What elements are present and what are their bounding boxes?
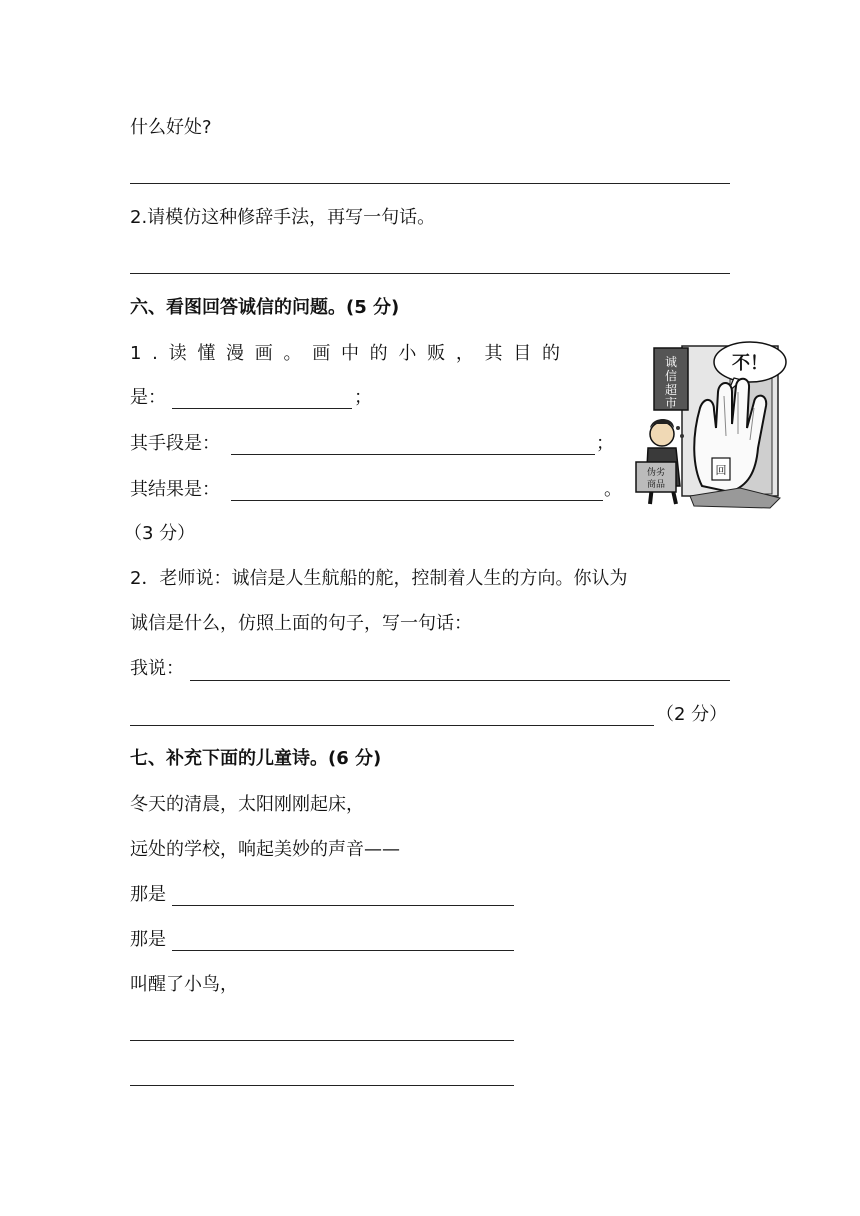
svg-text:伪劣: 伪劣 — [646, 468, 666, 478]
s6-q1-score: （3 分） — [124, 523, 196, 544]
sign-text-3: 超 — [664, 383, 678, 397]
poem-answer-line-2[interactable] — [172, 950, 514, 951]
answer-line[interactable] — [130, 183, 730, 184]
vendor-head — [650, 422, 674, 446]
svg-text:商品: 商品 — [646, 480, 666, 490]
s6-q2-score: （2 分） — [656, 704, 728, 725]
poem-line-5: 叫醒了小鸟， — [130, 974, 238, 995]
means-answer-line[interactable] — [231, 454, 595, 455]
result-answer-line[interactable] — [231, 500, 603, 501]
poem-line-1: 冬天的清晨，太阳刚刚起床， — [130, 794, 364, 815]
purpose-answer-line[interactable] — [172, 408, 352, 409]
section6-title: 六、看图回答诚信的问题。(5 分) — [130, 297, 400, 318]
answer-line[interactable] — [130, 273, 730, 274]
s6-q1-result-end: 。 — [604, 479, 622, 500]
sign-text-1: 诚 — [664, 355, 678, 369]
rhetoric-question: 2.请模仿这种修辞手法，再写一句话。 — [130, 207, 436, 228]
poem-answer-line-4[interactable] — [130, 1085, 514, 1086]
speech-text: 不！ — [732, 353, 768, 374]
poem-answer-line-1[interactable] — [172, 905, 514, 906]
s6-q1-means-end: ； — [596, 433, 614, 454]
sign-text-4: 市 — [664, 396, 678, 410]
s6-q2-label: 我说： — [130, 658, 184, 679]
s6-q2-line2: 诚信是什么，仿照上面的句子，写一句话： — [130, 613, 472, 634]
q2-answer-line[interactable] — [190, 680, 730, 681]
s6-q1-means-label: 其手段是： — [130, 433, 220, 454]
s6-q2-line1: 2．老师说：诚信是人生航船的舵，控制着人生的方向。你认为 — [130, 568, 628, 589]
s6-q1-purpose-end: ； — [354, 387, 372, 408]
sign-text-2: 信 — [664, 369, 678, 383]
q2-answer-line-2[interactable] — [130, 725, 654, 726]
s6-q1-purpose-label: 是： — [130, 387, 166, 408]
s6-q1-result-label: 其结果是： — [130, 479, 220, 500]
poem-answer-line-3[interactable] — [130, 1040, 514, 1041]
poem-line-2: 远处的学校，响起美妙的声音—— — [130, 839, 400, 860]
integrity-comic-image — [630, 336, 788, 512]
question-tail-text: 什么好处? — [130, 117, 212, 138]
poem-line-3-label: 那是 — [130, 884, 166, 905]
poem-line-4-label: 那是 — [130, 929, 166, 950]
s6-q1-line1: 1 . 读 懂 漫 画 。 画 中 的 小 贩 ， 其 目 的 — [130, 343, 560, 364]
svg-text:回: 回 — [715, 464, 727, 477]
section7-title: 七、补充下面的儿童诗。(6 分) — [130, 748, 382, 769]
